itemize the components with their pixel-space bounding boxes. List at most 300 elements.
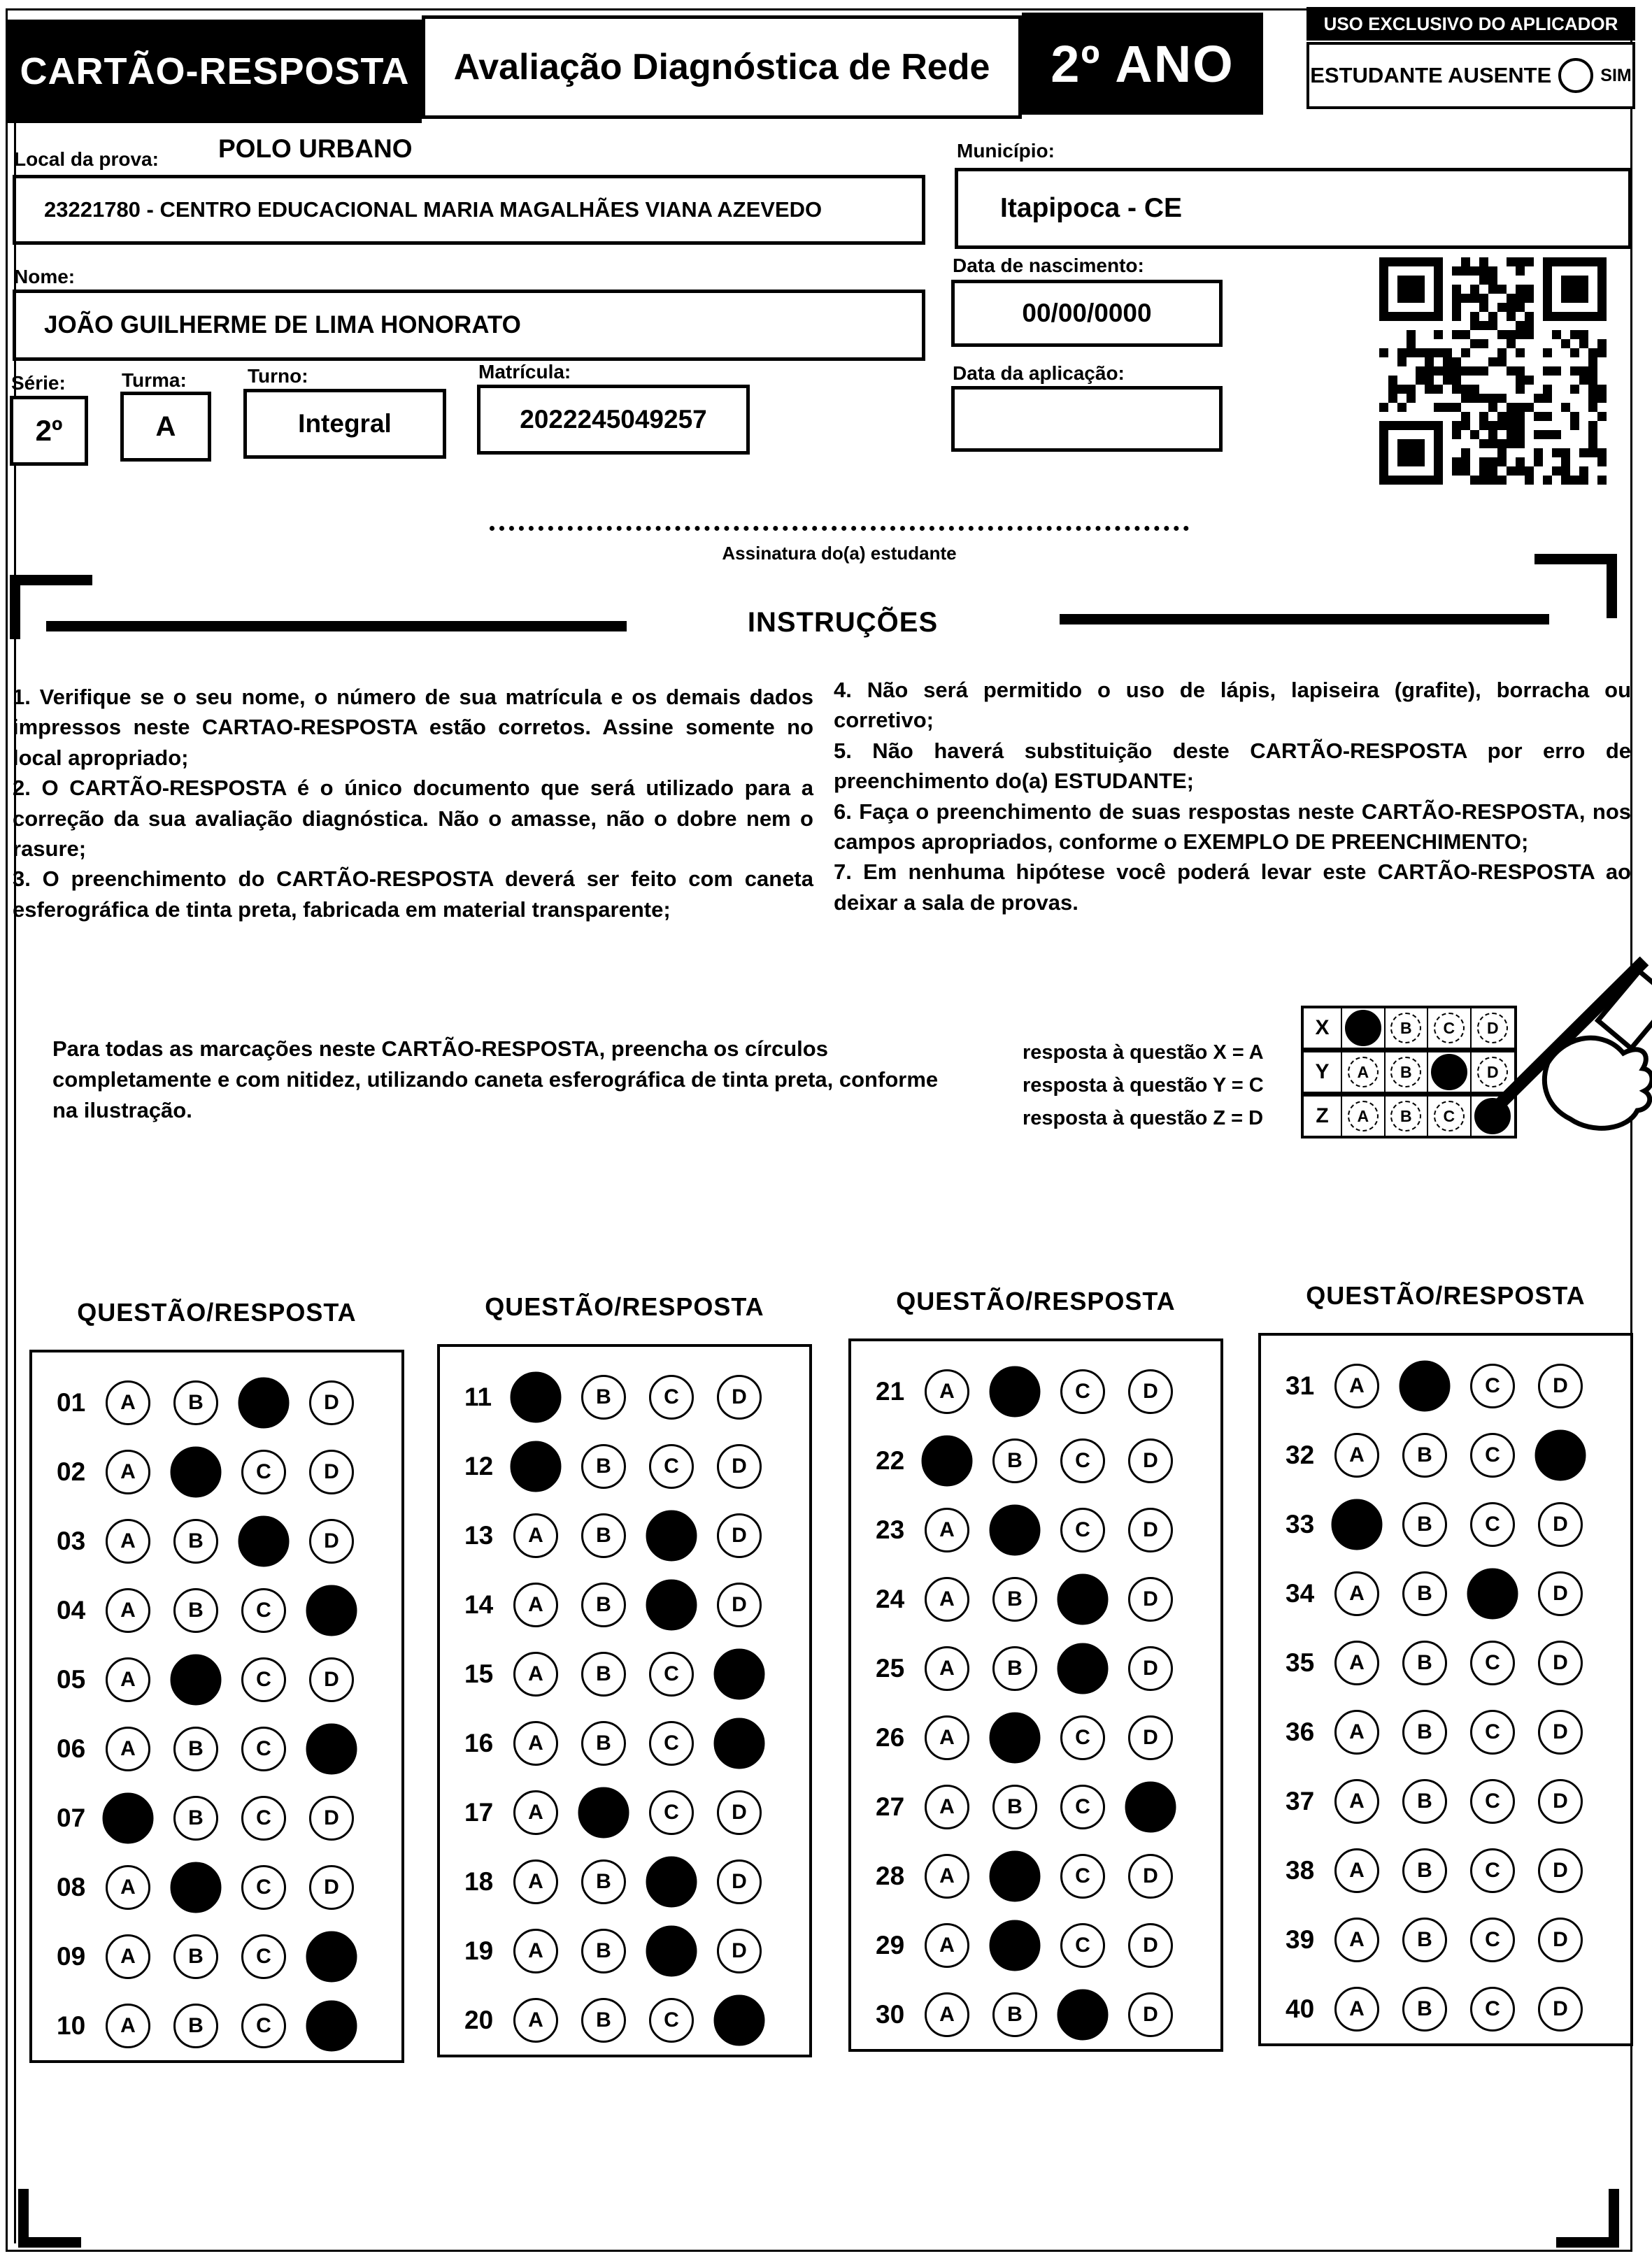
example-bubble-y-d: D [1477, 1057, 1508, 1087]
example-bubble-x-d: D [1477, 1013, 1508, 1043]
instructions-title: INSTRUÇÕES [747, 607, 939, 638]
question-number: 06 [57, 1734, 86, 1763]
bubble-q21-b[interactable] [990, 1366, 1041, 1417]
bubble-q22-d[interactable]: D [1128, 1438, 1173, 1483]
question-number: 31 [1286, 1371, 1315, 1400]
bubble-q25-c[interactable] [1058, 1643, 1109, 1694]
example-bubble-x-c: C [1434, 1013, 1465, 1043]
bubble-q04-b[interactable]: B [173, 1588, 218, 1633]
qr-code [1372, 250, 1614, 492]
question-number: 33 [1286, 1509, 1315, 1538]
bubble-q26-c[interactable]: C [1060, 1715, 1105, 1760]
turno-label: Turno: [248, 365, 308, 387]
bubble-q12-b[interactable]: B [581, 1444, 626, 1489]
question-number: 37 [1286, 1786, 1315, 1815]
bubble-q12-a[interactable] [511, 1441, 562, 1492]
bubble-q19-a[interactable]: A [513, 1929, 558, 1973]
bubble-q27-d[interactable] [1125, 1781, 1176, 1832]
bubble-q29-c[interactable]: C [1060, 1923, 1105, 1968]
bubble-q25-d[interactable]: D [1128, 1646, 1173, 1691]
bubble-q16-a[interactable]: A [513, 1721, 558, 1766]
name-box [13, 290, 925, 361]
bubble-q17-b[interactable] [578, 1787, 629, 1838]
bubble-q37-c[interactable]: C [1470, 1779, 1515, 1824]
bubble-q30-d[interactable]: D [1128, 1992, 1173, 2037]
example-bubble-z-b: B [1390, 1101, 1421, 1131]
bubble-q34-c[interactable] [1467, 1568, 1518, 1619]
bubble-q04-d[interactable] [306, 1585, 357, 1636]
answer-row-q09 [32, 1922, 401, 1991]
instruction-item: 2. O CARTÃO-RESPOSTA é o único documento que será utilizado para a correção da sua avaliação diagnóstica. Não o amasse, não o dobre nem o rasure; [13, 776, 813, 861]
bubble-q36-d[interactable]: D [1538, 1710, 1583, 1755]
answer-row-q15 [440, 1639, 809, 1708]
bubble-q35-d[interactable]: D [1538, 1641, 1583, 1685]
bubble-q36-c[interactable]: C [1470, 1710, 1515, 1755]
answer-column-title-4: QUESTÃO/RESPOSTA [1306, 1281, 1586, 1310]
municipality-label: Município: [957, 140, 1055, 162]
bubble-q02-c[interactable]: C [241, 1450, 286, 1494]
bubble-q35-b[interactable]: B [1402, 1641, 1447, 1685]
bubble-q36-a[interactable]: A [1334, 1710, 1379, 1755]
example-cell [1342, 1097, 1386, 1136]
bubble-q18-a[interactable]: A [513, 1859, 558, 1904]
question-number: 32 [1286, 1440, 1315, 1469]
answer-row-q14 [440, 1570, 809, 1639]
answer-row-q28 [851, 1841, 1220, 1911]
bubble-q09-b[interactable]: B [173, 1934, 218, 1979]
bubble-q14-a[interactable]: A [513, 1583, 558, 1627]
bubble-q32-b[interactable]: B [1402, 1433, 1447, 1478]
bubble-q05-b[interactable] [171, 1654, 222, 1705]
birthdate-value: 00/00/0000 [1022, 299, 1152, 327]
bubble-q31-c[interactable]: C [1470, 1364, 1515, 1408]
example-legend-line-y: resposta à questão Y = C [1023, 1073, 1264, 1097]
question-number: 21 [876, 1376, 905, 1406]
bubble-q02-a[interactable]: A [106, 1450, 150, 1494]
example-bubble-z-a: A [1348, 1101, 1379, 1131]
instructions-rule-right [1060, 614, 1549, 624]
applicator-panel [1306, 7, 1635, 110]
bubble-q14-d[interactable]: D [717, 1583, 762, 1627]
bubble-q15-d[interactable] [714, 1648, 765, 1699]
bubble-q16-c[interactable]: C [649, 1721, 694, 1766]
question-number: 23 [876, 1515, 905, 1544]
answer-row-q37 [1261, 1766, 1630, 1836]
bubble-q36-b[interactable]: B [1402, 1710, 1447, 1755]
bubble-q12-d[interactable]: D [717, 1444, 762, 1489]
question-number: 03 [57, 1526, 86, 1555]
question-number: 28 [876, 1861, 905, 1890]
turma-value: A [155, 410, 176, 442]
bubble-q19-c[interactable] [646, 1925, 697, 1976]
bubble-q02-b[interactable] [171, 1446, 222, 1497]
question-number: 27 [876, 1792, 905, 1821]
bubble-q31-d[interactable]: D [1538, 1364, 1583, 1408]
example-legend-line-z: resposta à questão Z = D [1023, 1106, 1264, 1129]
answer-grid-q21-q30 [848, 1338, 1223, 2052]
bubble-q04-a[interactable]: A [106, 1588, 150, 1633]
bubble-q11-a[interactable] [511, 1371, 562, 1422]
bubble-q25-b[interactable]: B [992, 1646, 1037, 1691]
bubble-q27-b[interactable]: B [992, 1785, 1037, 1829]
answer-row-q19 [440, 1916, 809, 1985]
answer-column-title-2: QUESTÃO/RESPOSTA [485, 1292, 764, 1321]
answer-row-q10 [32, 1991, 401, 2060]
bubble-q40-a[interactable]: A [1334, 1987, 1379, 2032]
bubble-q39-c[interactable]: C [1470, 1918, 1515, 1962]
bubble-q08-a[interactable]: A [106, 1865, 150, 1910]
birthdate-label: Data de nascimento: [953, 255, 1144, 276]
bubble-q30-a[interactable]: A [925, 1992, 969, 2037]
example-legend-line-x: resposta à questão X = A [1023, 1041, 1264, 1064]
bubble-q11-c[interactable]: C [649, 1375, 694, 1420]
bubble-q20-b[interactable]: B [581, 1998, 626, 2043]
question-number: 09 [57, 1941, 86, 1971]
example-row-label: Z [1304, 1097, 1342, 1136]
bubble-q05-d[interactable]: D [309, 1657, 354, 1702]
bubble-q26-d[interactable]: D [1128, 1715, 1173, 1760]
question-number: 15 [464, 1659, 494, 1688]
instructions-left-column [13, 682, 813, 924]
bubble-q34-a[interactable]: A [1334, 1571, 1379, 1616]
bubble-q27-c[interactable]: C [1060, 1785, 1105, 1829]
question-number: 18 [464, 1866, 494, 1896]
bubble-q08-c[interactable]: C [241, 1865, 286, 1910]
example-row-label: X [1304, 1008, 1342, 1048]
bubble-q26-b[interactable] [990, 1712, 1041, 1763]
bubble-q07-a[interactable] [103, 1792, 154, 1843]
bubble-q24-b[interactable]: B [992, 1577, 1037, 1622]
local-label: Local da prova: [14, 148, 159, 170]
bubble-q06-a[interactable]: A [106, 1727, 150, 1771]
example-row-label: Y [1304, 1052, 1342, 1092]
answer-row-q35 [1261, 1628, 1630, 1697]
bubble-q08-b[interactable] [171, 1862, 222, 1913]
question-number: 35 [1286, 1648, 1315, 1677]
bubble-q23-c[interactable]: C [1060, 1508, 1105, 1552]
bubble-q38-c[interactable]: C [1470, 1848, 1515, 1893]
example-cell [1342, 1052, 1386, 1092]
municipality-box [955, 168, 1632, 249]
bubble-q28-d[interactable]: D [1128, 1854, 1173, 1899]
bubble-q09-d[interactable] [306, 1931, 357, 1982]
example-bubble-y-c [1431, 1054, 1467, 1090]
question-number: 24 [876, 1584, 905, 1613]
bubble-q26-a[interactable]: A [925, 1715, 969, 1760]
answer-row-q17 [440, 1778, 809, 1847]
bubble-q13-d[interactable]: D [717, 1513, 762, 1558]
bubble-q24-d[interactable]: D [1128, 1577, 1173, 1622]
bubble-q39-a[interactable]: A [1334, 1918, 1379, 1962]
school-name: 23221780 - CENTRO EDUCACIONAL MARIA MAGALHÃES VIANA AZEVEDO [44, 197, 823, 222]
answer-row-q34 [1261, 1559, 1630, 1628]
question-number: 10 [57, 2011, 86, 2040]
answer-row-q04 [32, 1576, 401, 1645]
absent-label: ESTUDANTE AUSENTE [1310, 63, 1552, 87]
bubble-q28-a[interactable]: A [925, 1854, 969, 1899]
bubble-q03-b[interactable]: B [173, 1519, 218, 1564]
bubble-q29-a[interactable]: A [925, 1923, 969, 1968]
bubble-q23-d[interactable]: D [1128, 1508, 1173, 1552]
bubble-q40-b[interactable]: B [1402, 1987, 1447, 2032]
bubble-q14-b[interactable]: B [581, 1583, 626, 1627]
bubble-q10-a[interactable]: A [106, 2004, 150, 2048]
question-number: 04 [57, 1595, 86, 1625]
answer-row-q05 [32, 1645, 401, 1714]
bubble-q25-a[interactable]: A [925, 1646, 969, 1691]
question-number: 22 [876, 1445, 905, 1475]
bubble-q07-d[interactable]: D [309, 1796, 354, 1841]
bubble-q20-a[interactable]: A [513, 1998, 558, 2043]
answer-row-q20 [440, 1985, 809, 2055]
absent-option: SIM [1600, 65, 1632, 85]
bubble-q31-a[interactable]: A [1334, 1364, 1379, 1408]
answer-row-q03 [32, 1506, 401, 1576]
marking-paragraph: Para todas as marcações neste CARTÃO-RESPOSTA, preencha os círculos completamente e com nitidez, utilizando caneta esferográfica de tinta preta, conforme na ilustração. [52, 1036, 939, 1123]
answer-row-q30 [851, 1980, 1220, 2049]
bubble-q17-a[interactable]: A [513, 1790, 558, 1835]
question-number: 34 [1286, 1578, 1315, 1608]
instructions-right-column [834, 675, 1631, 918]
serie-label: Série: [11, 372, 66, 394]
instruction-item: 4. Não será permitido o uso de lápis, lapiseira (grafite), borracha ou corretivo; [834, 678, 1631, 733]
turma-box [120, 392, 211, 462]
bubble-q01-a[interactable]: A [106, 1380, 150, 1425]
bubble-q35-c[interactable]: C [1470, 1641, 1515, 1685]
grade-label: 2º ANO [1051, 34, 1234, 93]
student-name: JOÃO GUILHERME DE LIMA HONORATO [44, 311, 521, 338]
bubble-q34-d[interactable]: D [1538, 1571, 1583, 1616]
bubble-q17-c[interactable]: C [649, 1790, 694, 1835]
turma-label: Turma: [122, 369, 187, 391]
bubble-q17-d[interactable]: D [717, 1790, 762, 1835]
example-legend [1023, 1036, 1264, 1135]
bubble-q40-d[interactable]: D [1538, 1987, 1583, 2032]
bubble-q29-d[interactable]: D [1128, 1923, 1173, 1968]
exam-title: Avaliação Diagnóstica de Rede [453, 47, 990, 87]
bubble-q06-b[interactable]: B [173, 1727, 218, 1771]
bubble-q15-b[interactable]: B [581, 1652, 626, 1697]
bubble-q35-a[interactable]: A [1334, 1641, 1379, 1685]
signature-line[interactable] [490, 526, 1189, 531]
example-cell [1386, 1008, 1429, 1048]
bubble-q24-a[interactable]: A [925, 1577, 969, 1622]
bubble-q29-b[interactable] [990, 1920, 1041, 1971]
question-number: 26 [876, 1722, 905, 1752]
bubble-q03-a[interactable]: A [106, 1519, 150, 1564]
bubble-q07-c[interactable]: C [241, 1796, 286, 1841]
absent-circle[interactable] [1558, 58, 1593, 93]
turno-value: Integral [298, 409, 392, 438]
bubble-q16-b[interactable]: B [581, 1721, 626, 1766]
bubble-q30-c[interactable] [1058, 1989, 1109, 2040]
application-date-box[interactable] [951, 386, 1223, 452]
bubble-q10-b[interactable]: B [173, 2004, 218, 2048]
bubble-q02-d[interactable]: D [309, 1450, 354, 1494]
bubble-q33-c[interactable]: C [1470, 1502, 1515, 1547]
hand-pen-illustration [1465, 957, 1652, 1180]
answer-column-title-1: QUESTÃO/RESPOSTA [77, 1298, 357, 1327]
bubble-q38-d[interactable]: D [1538, 1848, 1583, 1893]
bubble-q40-c[interactable]: C [1470, 1987, 1515, 2032]
matricula-value: 2022245049257 [520, 405, 707, 434]
bubble-q04-c[interactable]: C [241, 1588, 286, 1633]
bubble-q28-c[interactable]: C [1060, 1854, 1105, 1899]
answer-row-q22 [851, 1426, 1220, 1495]
bubble-q18-c[interactable] [646, 1856, 697, 1907]
example-cell [1342, 1008, 1386, 1048]
answer-row-q06 [32, 1714, 401, 1783]
bubble-q34-b[interactable]: B [1402, 1571, 1447, 1616]
bubble-q37-d[interactable]: D [1538, 1779, 1583, 1824]
answer-row-q18 [440, 1847, 809, 1916]
answer-column-title-3: QUESTÃO/RESPOSTA [896, 1287, 1176, 1315]
bubble-q18-b[interactable]: B [581, 1859, 626, 1904]
bubble-q06-d[interactable] [306, 1723, 357, 1774]
grade-box [1022, 13, 1263, 115]
answer-row-q01 [32, 1368, 401, 1437]
serie-value: 2º [35, 414, 63, 447]
bubble-q28-b[interactable] [990, 1850, 1041, 1901]
question-number: 01 [57, 1387, 86, 1417]
bubble-q38-b[interactable]: B [1402, 1848, 1447, 1893]
exam-title-box [422, 15, 1022, 119]
question-number: 30 [876, 1999, 905, 2029]
example-cell [1386, 1097, 1429, 1136]
bubble-q22-b[interactable]: B [992, 1438, 1037, 1483]
bubble-q11-d[interactable]: D [717, 1375, 762, 1420]
bubble-q20-c[interactable]: C [649, 1998, 694, 2043]
bubble-q09-c[interactable]: C [241, 1934, 286, 1979]
answer-row-q25 [851, 1634, 1220, 1703]
bubble-q01-c[interactable] [238, 1377, 290, 1428]
answer-row-q11 [440, 1362, 809, 1432]
question-number: 20 [464, 2005, 494, 2034]
bubble-q18-d[interactable]: D [717, 1859, 762, 1904]
municipality-value: Itapipoca - CE [1000, 193, 1183, 223]
answer-row-q07 [32, 1783, 401, 1852]
question-number: 17 [464, 1797, 494, 1827]
bubble-q15-a[interactable]: A [513, 1652, 558, 1697]
bubble-q24-c[interactable] [1058, 1573, 1109, 1625]
question-number: 39 [1286, 1925, 1315, 1954]
bubble-q19-d[interactable]: D [717, 1929, 762, 1973]
card-title: CARTÃO-RESPOSTA [20, 50, 410, 92]
birthdate-box [951, 280, 1223, 347]
bubble-q14-c[interactable] [646, 1579, 697, 1630]
bubble-q32-c[interactable]: C [1470, 1433, 1515, 1478]
answer-row-q27 [851, 1772, 1220, 1841]
answer-row-q36 [1261, 1697, 1630, 1766]
instruction-item: 1. Verifique se o seu nome, o número de sua matrícula e os demais dados impressos neste CARTAO-RESPOSTA estão corretos. Assine somente no local apropriado; [13, 685, 813, 770]
turno-box [243, 389, 446, 459]
question-number: 13 [464, 1520, 494, 1550]
bubble-q39-d[interactable]: D [1538, 1918, 1583, 1962]
bubble-q27-a[interactable]: A [925, 1785, 969, 1829]
example-bubble-z-c: C [1434, 1101, 1465, 1131]
bubble-q13-a[interactable]: A [513, 1513, 558, 1558]
answer-row-q16 [440, 1708, 809, 1778]
bubble-q32-d[interactable] [1535, 1429, 1586, 1480]
instruction-item: 6. Faça o preenchimento de suas respostas neste CARTÃO-RESPOSTA, nos campos apropriados, conforme o EXEMPLO DE PREENCHIMENTO; [834, 799, 1631, 854]
absent-box [1306, 42, 1635, 109]
bubble-q01-d[interactable]: D [309, 1380, 354, 1425]
bubble-q13-b[interactable]: B [581, 1513, 626, 1558]
example-bubble-y-a: A [1348, 1057, 1379, 1087]
question-number: 08 [57, 1872, 86, 1901]
example-cell [1386, 1052, 1429, 1092]
answer-row-q40 [1261, 1974, 1630, 2043]
bubble-q09-a[interactable]: A [106, 1934, 150, 1979]
bubble-q11-b[interactable]: B [581, 1375, 626, 1420]
bubble-q32-a[interactable]: A [1334, 1433, 1379, 1478]
answer-row-q32 [1261, 1420, 1630, 1490]
bubble-q05-a[interactable]: A [106, 1657, 150, 1702]
bubble-q12-c[interactable]: C [649, 1444, 694, 1489]
local-value: POLO URBANO [218, 134, 413, 163]
bubble-q23-b[interactable] [990, 1504, 1041, 1555]
answer-row-q26 [851, 1703, 1220, 1772]
bubble-q21-a[interactable]: A [925, 1369, 969, 1414]
bubble-q05-c[interactable]: C [241, 1657, 286, 1702]
bubble-q33-a[interactable] [1332, 1499, 1383, 1550]
bubble-q15-c[interactable]: C [649, 1652, 694, 1697]
question-number: 19 [464, 1936, 494, 1965]
bubble-q31-b[interactable] [1400, 1360, 1451, 1411]
question-number: 40 [1286, 1994, 1315, 2023]
bubble-q10-c[interactable]: C [241, 2004, 286, 2048]
signature-caption: Assinatura do(a) estudante [722, 543, 957, 564]
bubble-q07-b[interactable]: B [173, 1796, 218, 1841]
bubble-q33-d[interactable]: D [1538, 1502, 1583, 1547]
bubble-q13-c[interactable] [646, 1510, 697, 1561]
bubble-q33-b[interactable]: B [1402, 1502, 1447, 1547]
bubble-q08-d[interactable]: D [309, 1865, 354, 1910]
answer-row-q21 [851, 1357, 1220, 1426]
question-number: 14 [464, 1590, 494, 1619]
instruction-item: 3. O preenchimento do CARTÃO-RESPOSTA deverá ser feito com caneta esferográfica de tinta preta, fabricada em material transparente; [13, 866, 813, 922]
question-number: 07 [57, 1803, 86, 1832]
bubble-q03-d[interactable]: D [309, 1519, 354, 1564]
applicator-title: USO EXCLUSIVO DO APLICADOR [1323, 13, 1618, 34]
matricula-box [477, 385, 750, 455]
bubble-q30-b[interactable]: B [992, 1992, 1037, 2037]
bubble-q21-c[interactable]: C [1060, 1369, 1105, 1414]
bubble-q38-a[interactable]: A [1334, 1848, 1379, 1893]
bubble-q20-d[interactable] [714, 1994, 765, 2046]
bubble-q23-a[interactable]: A [925, 1508, 969, 1552]
bubble-q37-b[interactable]: B [1402, 1779, 1447, 1824]
name-label: Nome: [14, 266, 76, 287]
answer-row-q23 [851, 1495, 1220, 1564]
question-number: 02 [57, 1457, 86, 1486]
bubble-q10-d[interactable] [306, 2000, 357, 2051]
answer-grid-q11-q20 [437, 1344, 812, 2057]
bubble-q22-c[interactable]: C [1060, 1438, 1105, 1483]
bubble-q16-d[interactable] [714, 1718, 765, 1769]
bubble-q03-c[interactable] [238, 1515, 290, 1566]
bubble-q21-d[interactable]: D [1128, 1369, 1173, 1414]
application-date-label: Data da aplicação: [953, 362, 1125, 384]
question-number: 11 [464, 1382, 492, 1411]
bubble-q06-c[interactable]: C [241, 1727, 286, 1771]
serie-box [10, 396, 88, 466]
bubble-q01-b[interactable]: B [173, 1380, 218, 1425]
bubble-q19-b[interactable]: B [581, 1929, 626, 1973]
bubble-q22-a[interactable] [922, 1435, 973, 1486]
bubble-q37-a[interactable]: A [1334, 1779, 1379, 1824]
bubble-q39-b[interactable]: B [1402, 1918, 1447, 1962]
